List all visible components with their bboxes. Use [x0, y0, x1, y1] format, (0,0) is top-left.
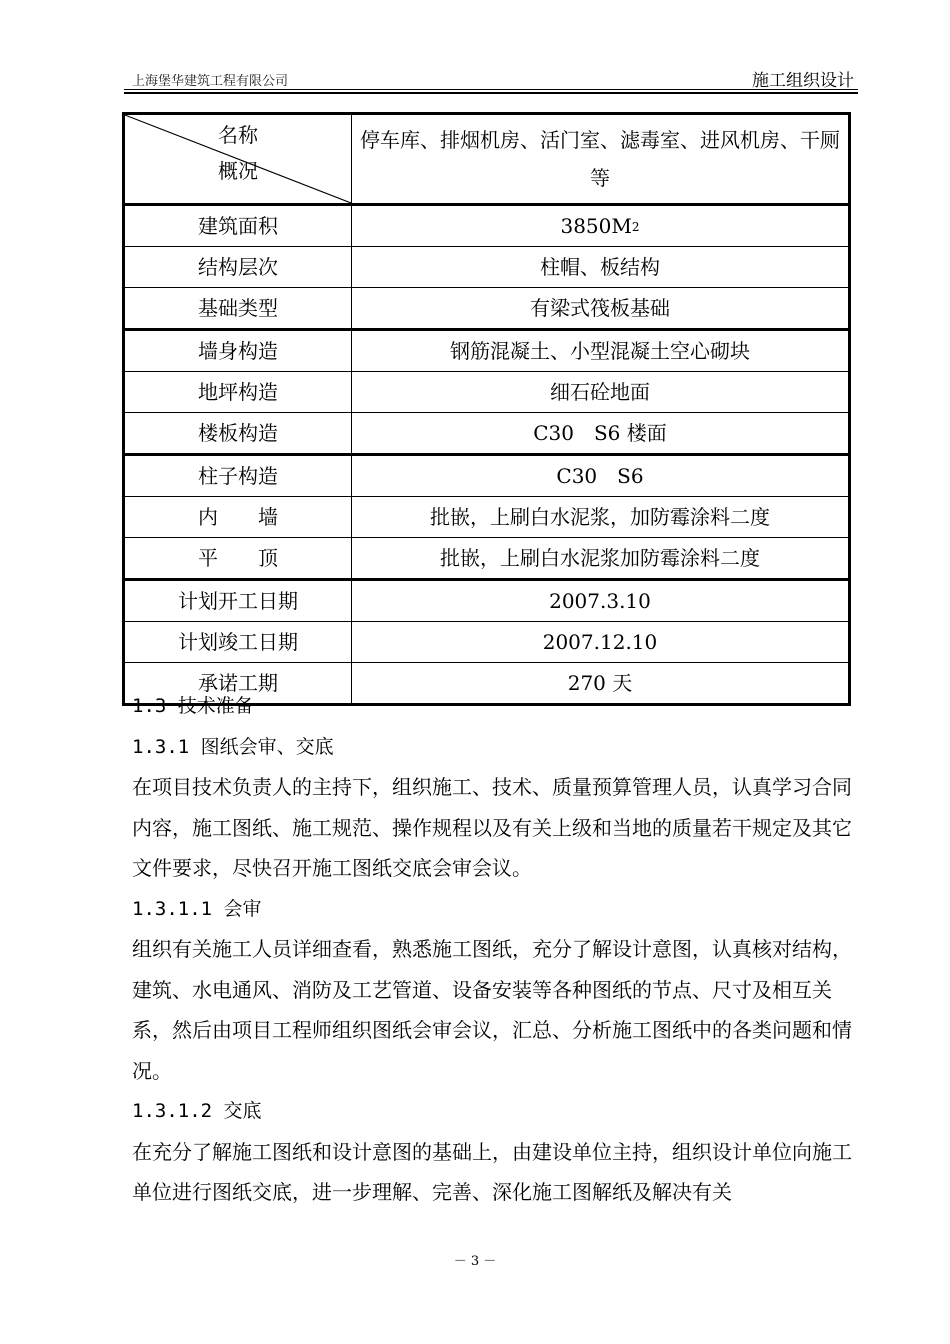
row-label: 建筑面积 — [124, 205, 352, 247]
table-row — [124, 622, 850, 663]
row-label: 计划竣工日期 — [124, 622, 352, 663]
row-label: 计划开工日期 — [124, 580, 352, 622]
table-row — [124, 205, 850, 247]
paragraph-review: 组织有关施工人员详细查看，熟悉施工图纸，充分了解设计意图，认真核对结构，建筑、水电通风、消防及工艺管道、设备安装等各种图纸的节点、尺寸及相互关系，然后由项目工程师组织图纸会审会议，汇总、分析施工图纸中的各类问题和情况。 — [132, 937, 852, 1083]
diag-label-name: 名称 — [218, 123, 258, 147]
row-value: 柱帽、板结构 — [352, 247, 850, 288]
section-heading-1-3-1: 1.3.1 图纸会审、交底 — [132, 735, 334, 758]
table-header-row — [124, 114, 850, 205]
row-value: 批嵌，上刷白水泥浆加防霉涂料二度 — [352, 538, 850, 580]
header-rule — [124, 89, 858, 90]
diagonal-header-cell — [124, 114, 352, 205]
row-label: 墙身构造 — [124, 330, 352, 372]
row-value: C30 S6 — [352, 455, 850, 497]
table-row — [124, 288, 850, 330]
row-label: 平 顶 — [124, 538, 352, 580]
superscript: 2 — [631, 220, 640, 234]
row-value: C30 S6 楼面 — [352, 413, 850, 455]
row-value: 钢筋混凝土、小型混凝土空心砌块 — [352, 330, 850, 372]
table-row — [124, 330, 850, 372]
section-heading-1-3-1-1: 1.3.1.1 会审 — [132, 897, 262, 920]
row-label: 楼板构造 — [124, 413, 352, 455]
project-overview-table — [122, 112, 851, 706]
table-row — [124, 538, 850, 580]
header-rule-thick — [124, 92, 858, 94]
table-row — [124, 413, 850, 455]
page-header-title: 施工组织设计 — [752, 71, 854, 91]
table-cell-name-value: 停车库、排烟机房、活门室、滤毒室、进风机房、干厕等 — [352, 114, 850, 205]
row-label: 地坪构造 — [124, 372, 352, 413]
row-value: 细石砼地面 — [352, 372, 850, 413]
row-label: 基础类型 — [124, 288, 352, 330]
row-value: 2007.3.10 — [352, 580, 850, 622]
page-header-company: 上海堡华建筑工程有限公司 — [132, 74, 289, 89]
body-text — [132, 686, 862, 1213]
table-row — [124, 247, 850, 288]
table-row — [124, 497, 850, 538]
row-value: 批嵌，上刷白水泥浆，加防霉涂料二度 — [352, 497, 850, 538]
row-label: 承诺工期 — [124, 663, 352, 705]
row-label: 柱子构造 — [124, 455, 352, 497]
paragraph-review-intro: 在项目技术负责人的主持下，组织施工、技术、质量预算管理人员，认真学习合同内容，施工图纸、施工规范、操作规程以及有关上级和当地的质量若干规定及其它文件要求，尽快召开施工图纸交底会审会议。 — [132, 775, 852, 880]
row-label: 内 墙 — [124, 497, 352, 538]
row-value: 270 天 — [352, 663, 850, 705]
page-number: － 3 － — [453, 1254, 497, 1269]
row-value: 有梁式筏板基础 — [352, 288, 850, 330]
section-heading-1-3-1-2: 1.3.1.2 交底 — [132, 1100, 262, 1122]
row-value: 2007.12.10 — [352, 622, 850, 663]
diag-label-overview: 概况 — [218, 159, 258, 183]
table-row — [124, 455, 850, 497]
row-label: 结构层次 — [124, 247, 352, 288]
table-row — [124, 372, 850, 413]
table-row — [124, 580, 850, 622]
paragraph-handover: 在充分了解施工图纸和设计意图的基础上，由建设单位主持，组织设计单位向施工单位进行图纸交底，进一步理解、完善、深化施工图解纸及解决有关 — [132, 1139, 852, 1204]
section-heading-1-3: 1.3 技术准备 — [132, 695, 254, 717]
row-value: $3850M_2$ — [352, 205, 850, 247]
